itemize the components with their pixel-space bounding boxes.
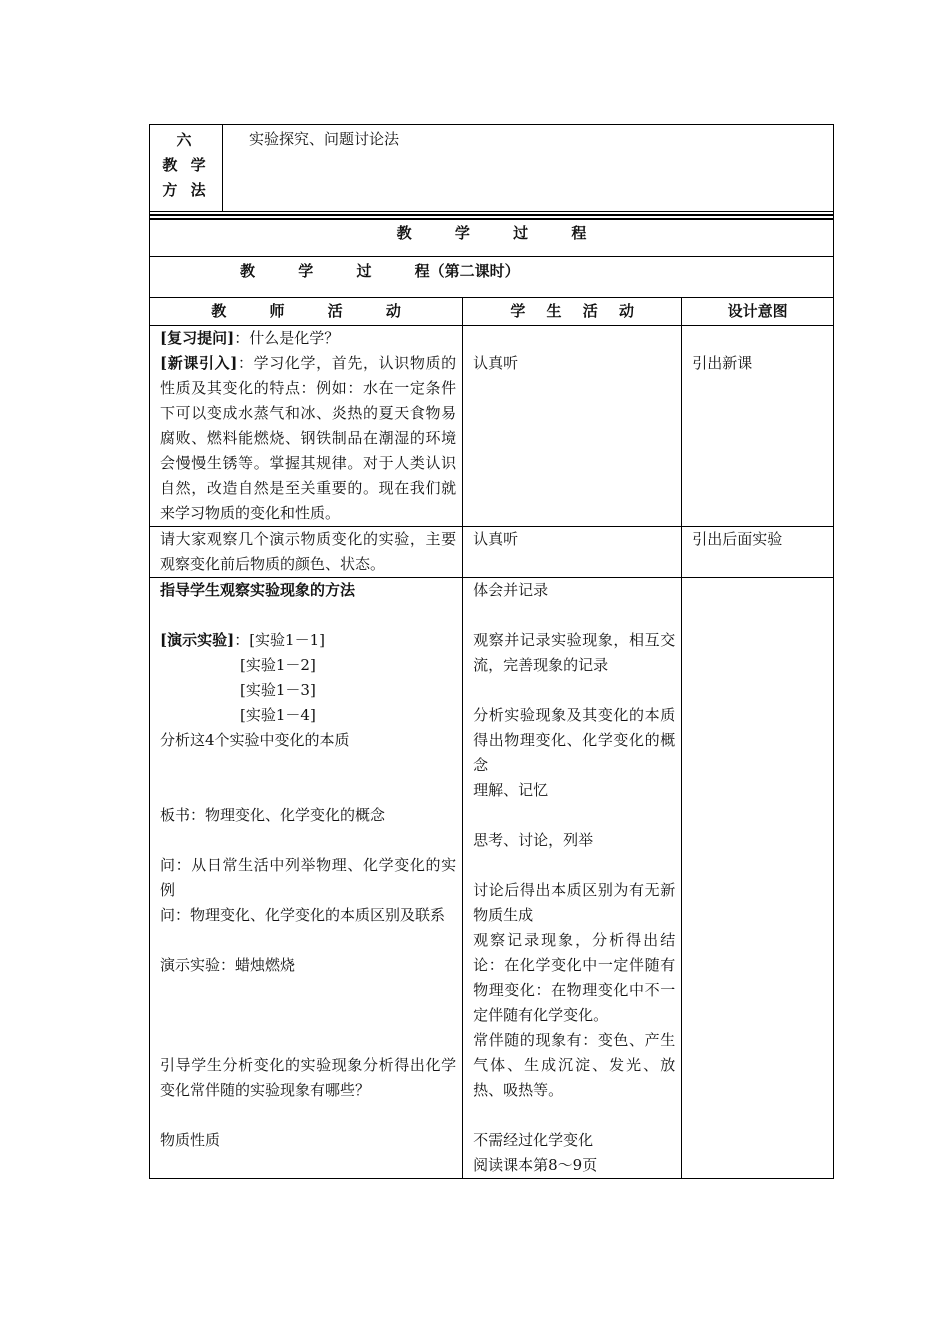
student-text: 理解、记忆 [473, 781, 549, 799]
guide-text: 引导学生分析变化的实验现象分析得出化学变化常伴随的实验现象有哪些？ [160, 1056, 457, 1099]
student-text: 认真听 [473, 354, 519, 372]
student-activity-cell: 认真听 [463, 527, 682, 578]
analyze-text: 分析这4个实验中变化的本质 [160, 731, 350, 749]
design-intent-cell [682, 578, 834, 1179]
observation-heading: 指导学生观察实验现象的方法 [160, 581, 356, 599]
table-row [150, 578, 834, 1179]
student-text: 常伴随的现象有：变色、产生气体、生成沉淀、发光、放热、吸热等。 [473, 1031, 676, 1099]
header-teacher-activity: 教 师 活 动 [150, 298, 463, 326]
demo-first: ：[实验1－1] [234, 631, 325, 649]
student-text: 讨论后得出本质区别为有无新物质生成 [473, 881, 676, 924]
header-design-intent: 设计意图 [682, 298, 834, 326]
board-text: 板书：物理变化、化学变化的概念 [160, 806, 386, 824]
student-text: 阅读课本第8～9页 [473, 1156, 598, 1174]
student-text: 分析实验现象及其变化的本质得出物理变化、化学变化的概念 [473, 706, 676, 774]
label-line: 方 法 [162, 181, 210, 199]
student-text: 观察记录现象，分析得出结论：在化学变化中一定伴随有物理变化：在物理变化中不一定伴随有化学变化。 [473, 931, 676, 1024]
process-title: 教 学 过 程 [150, 220, 834, 257]
double-divider [149, 212, 834, 219]
demo-label: [演示实验] [160, 631, 235, 649]
review-label: [复习提问] [160, 329, 235, 347]
design-intent-cell [682, 326, 834, 527]
process-table [149, 219, 834, 1179]
student-activity-cell [463, 578, 682, 1179]
intent-text: 引出新课 [692, 354, 753, 372]
demo-item: [实验1－3] [240, 681, 316, 699]
question-text: 问：从日常生活中列举物理、化学变化的实例 [160, 856, 457, 899]
teacher-activity-cell [150, 578, 463, 1179]
method-section-content: 实验探究、问题讨论法 [223, 125, 834, 212]
teacher-activity-cell [150, 326, 463, 527]
question-text: 问：物理变化、化学变化的本质区别及联系 [160, 906, 446, 924]
method-section-label [150, 125, 223, 212]
label-line: 六 [176, 131, 196, 149]
demo-experiments [160, 628, 456, 653]
review-text: ：什么是化学？ [234, 329, 340, 347]
property-text: 物质性质 [160, 1131, 221, 1149]
demo-item: [实验1－2] [240, 656, 316, 674]
student-text: 体会并记录 [473, 581, 549, 599]
lesson-plan-sheet [149, 124, 834, 1179]
header-student-activity: 学 生 活 动 [463, 298, 682, 326]
label-line: 教 学 [162, 156, 210, 174]
student-text: 思考、讨论，列举 [473, 831, 594, 849]
review-question [160, 326, 456, 351]
candle-demo-text: 演示实验：蜡烛燃烧 [160, 956, 296, 974]
process-subtitle: 教 学 过 程（第二课时） [150, 257, 834, 298]
student-text: 观察并记录实验现象，相互交流，完善现象的记录 [473, 631, 676, 674]
student-activity-cell [463, 326, 682, 527]
intro-label: [新课引入] [160, 354, 238, 372]
teacher-activity-cell: 请大家观察几个演示物质变化的实验，主要观察变化前后物质的颜色、状态。 [150, 527, 463, 578]
new-lesson-intro [160, 351, 456, 526]
demo-item: [实验1－4] [240, 706, 316, 724]
student-text: 不需经过化学变化 [473, 1131, 594, 1149]
table-row [150, 527, 834, 578]
method-section-table [149, 124, 834, 212]
intro-text: ：学习化学，首先，认识物质的性质及其变化的特点：例如：水在一定条件下可以变成水蒸气和冰、炎热的夏天食物易腐败、燃料能燃烧、钢铁制品在潮湿的环境会慢慢生锈等。掌握其规律。对于人类认识自然，改造自然是至关重要的。现在我们就来学习物质的变化和性质。 [160, 354, 457, 522]
table-row [150, 326, 834, 527]
design-intent-cell: 引出后面实验 [682, 527, 834, 578]
